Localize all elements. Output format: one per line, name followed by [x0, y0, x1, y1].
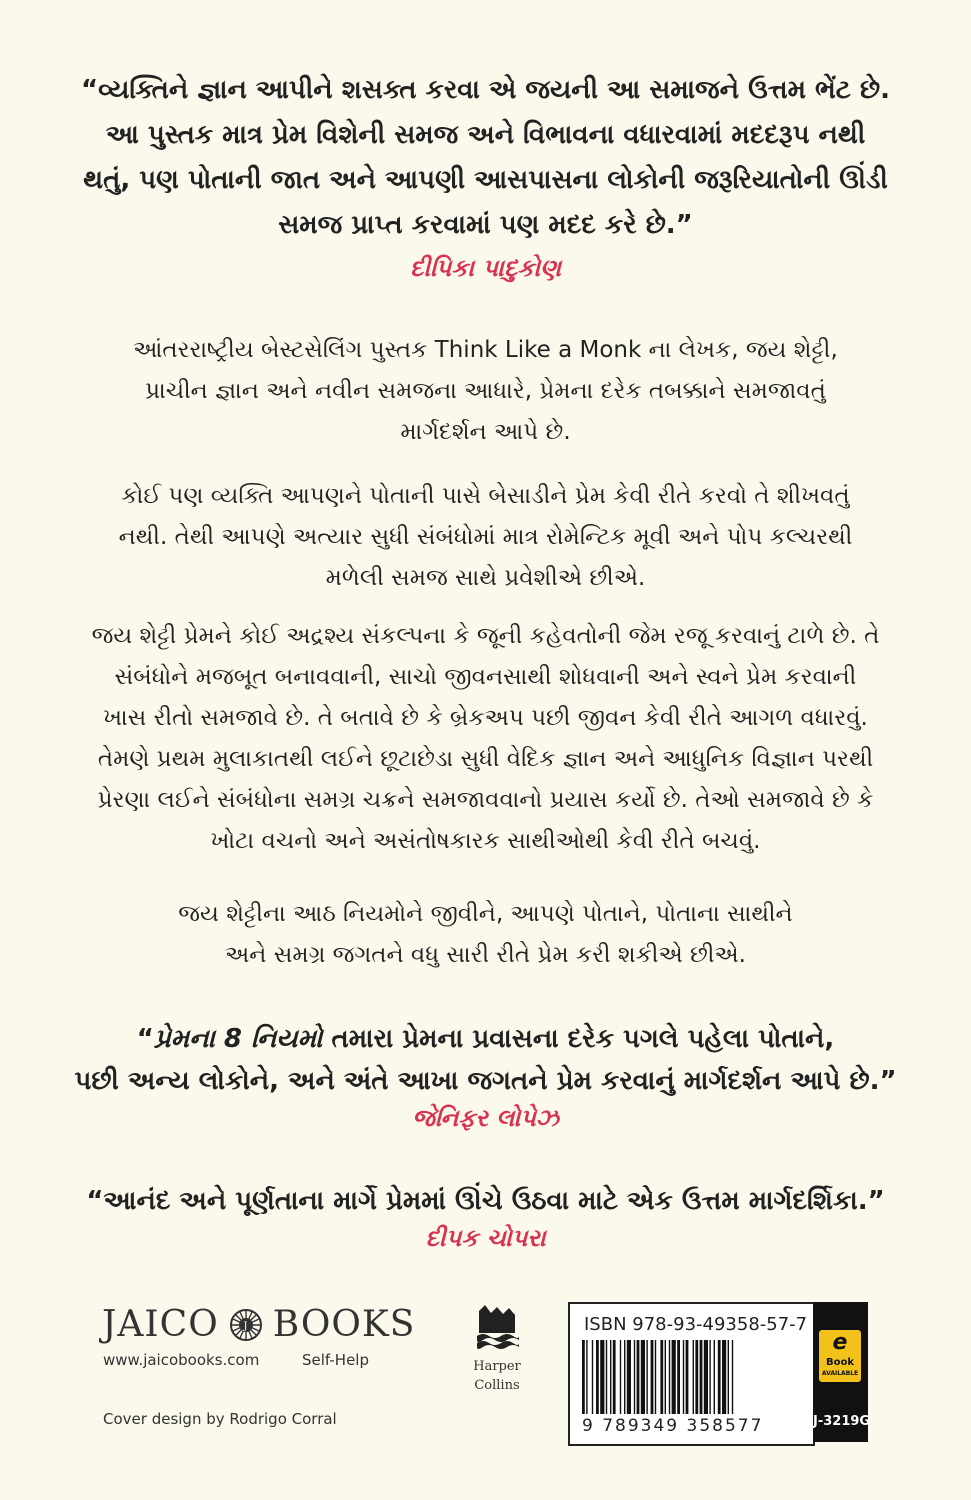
svg-text:J: J	[243, 1320, 249, 1332]
desc-line: મળેલી સમજ સાથે પ્રવેશીએ છીએ.	[325, 565, 646, 591]
quote-2	[60, 1018, 911, 1132]
isbn-number: ISBN 978-93-49358-57-7	[584, 1314, 808, 1335]
description-2	[60, 476, 911, 599]
desc-line: પ્રેરણા લઈને સંબંધોના સમગ્ર ચક્રને સમજાવવાનો પ્રયાસ કર્યો છે. તેઓ સમજાવે છે કે	[97, 787, 874, 813]
desc-paragraph-1	[60, 330, 911, 453]
quote-1-line: “વ્યક્તિને જ્ઞાન આપીને શસક્ત કરવા એ જયની આ સમાજને ઉત્તમ ભેંટ છે.	[81, 75, 890, 105]
fire-water-icon	[475, 1305, 519, 1351]
desc-line: જય શેટ્ટી પ્રેમને કોઈ અદ્રશ્ય સંકલ્પના કે જૂની કહેવતોની જેમ રજૂ કરવાનું ટાળે છે. તે	[91, 623, 880, 649]
quote-3-author: દીપક ચોપરા	[425, 1224, 546, 1252]
publisher-name-right: BOOKS	[272, 1304, 416, 1345]
publisher-website: www.jaicobooks.com	[103, 1351, 260, 1369]
book-title: પ્રેમના 8 નિયમો	[153, 1024, 323, 1054]
quote-1-line: આ પુસ્તક માત્ર પ્રેમ વિશેની સમજ અને વિભાવના વધારવામાં મદદરૂપ નથી	[105, 120, 866, 150]
isbn-barcode-box	[568, 1302, 815, 1446]
barcode-icon	[582, 1340, 800, 1414]
open-quote: “	[136, 1024, 154, 1054]
category-label: Self-Help	[302, 1351, 369, 1369]
quote-2-author: જેનિફર લોપેઝ	[412, 1104, 559, 1132]
desc-line: ખાસ રીતો સમજાવે છે. તે બતાવે છે કે બ્રેકઅપ પછી જીવન કેવી રીતે આગળ વધારવું.	[103, 705, 868, 731]
publisher-name-left: JAICO	[102, 1304, 219, 1345]
description-4	[60, 894, 911, 976]
ebook-word: Book	[825, 1357, 854, 1368]
cover-credit: Cover design by Rodrigo Corral	[103, 1410, 337, 1428]
quote-1-author: દીપિકા પાદુકોણ	[409, 254, 562, 282]
quote-2-line-2: પછી અન્ય લોકોને, અને અંતે આખા જગતને પ્રેમ કરવાનું માર્ગદર્શન આપે છે.”	[74, 1066, 897, 1096]
ebook-code-panel	[813, 1302, 871, 1442]
desc-line: નથી. તેથી આપણે અત્યાર સુધી સંબંધોમાં માત્ર રોમેન્ટિક મૂવી અને પોપ કલ્ચરથી	[118, 524, 853, 550]
desc-line: માર્ગદર્શન આપે છે.	[400, 419, 571, 445]
collins-text: Collins	[474, 1378, 520, 1393]
desc-line: સંબંધોને મજબૂત બનાવવાની, સાચો જીવનસાથી શોધવાની અને સ્વને પ્રેમ કરવાની	[114, 664, 857, 690]
quote-2-line-1	[60, 1018, 911, 1060]
desc-line: કોઈ પણ વ્યક્તિ આપણને પોતાની પાસે બેસાડીને પ્રેમ કેવી રીતે કરવો તે શીખવતું	[121, 483, 850, 509]
quote-3-line: “આનંદ અને પૂર્ણતાના માર્ગે પ્રેમમાં ઊંચે ઉઠવા માટે એક ઉત્તમ માર્ગદર્શિકા.”	[86, 1186, 885, 1216]
harpercollins-logo	[462, 1305, 532, 1393]
quote-1-line: સમજ પ્રાપ્ત કરવામાં પણ મદદ કરે છે.”	[278, 210, 693, 240]
quote-1	[60, 68, 911, 282]
desc-line: તેમણે પ્રથમ મુલાકાતથી લઈને છૂટાછેડા સુધી વેદિક જ્ઞાન અને આધુનિક વિજ્ઞાન પરથી	[97, 746, 874, 772]
jaico-books-logo	[102, 1302, 427, 1347]
book-code: J-3219G	[813, 1414, 871, 1429]
ebook-available-badge	[819, 1330, 861, 1382]
ebook-letter: e	[832, 1330, 848, 1355]
desc-line: જય શેટ્ટીના આઠ નિયમોને જીવીને, આપણે પોતાને, પોતાના સાથીને	[178, 901, 793, 927]
ean-digits: 9 789349 358577	[582, 1416, 764, 1436]
desc-line: આંતરરાષ્ટ્રીય બેસ્ટસેલિંગ પુસ્તક Think Like a Monk ના લેખક, જય શેટ્ટી,	[133, 337, 838, 363]
desc-line: અને સમગ્ર જગતને વધુ સારી રીતે પ્રેમ કરી શકીએ છીએ.	[225, 942, 746, 968]
quote-1-line: થતું, પણ પોતાની જાત અને આપણી આસપાસના લોકોની જરૂરિયાતોની ઊંડી	[83, 165, 888, 195]
ebook-available-text: AVAILABLE	[821, 1370, 859, 1377]
desc-line: ખોટા વચનો અને અસંતોષકારક સાથીઓથી કેવી રીતે બચવું.	[210, 828, 761, 854]
desc-line: પ્રાચીન જ્ઞાન અને નવીન સમજના આધારે, પ્રેમના દરેક તબક્કાને સમજાવતું	[145, 378, 826, 404]
quote-2-text: તમારા પ્રેમના પ્રવાસના દરેક પગલે પહેલા પોતાને,	[322, 1024, 835, 1054]
jaico-wheel-icon	[229, 1308, 263, 1342]
quote-3	[60, 1180, 911, 1252]
harper-text: Harper	[473, 1359, 521, 1374]
description-3	[60, 616, 911, 862]
description	[60, 330, 911, 453]
